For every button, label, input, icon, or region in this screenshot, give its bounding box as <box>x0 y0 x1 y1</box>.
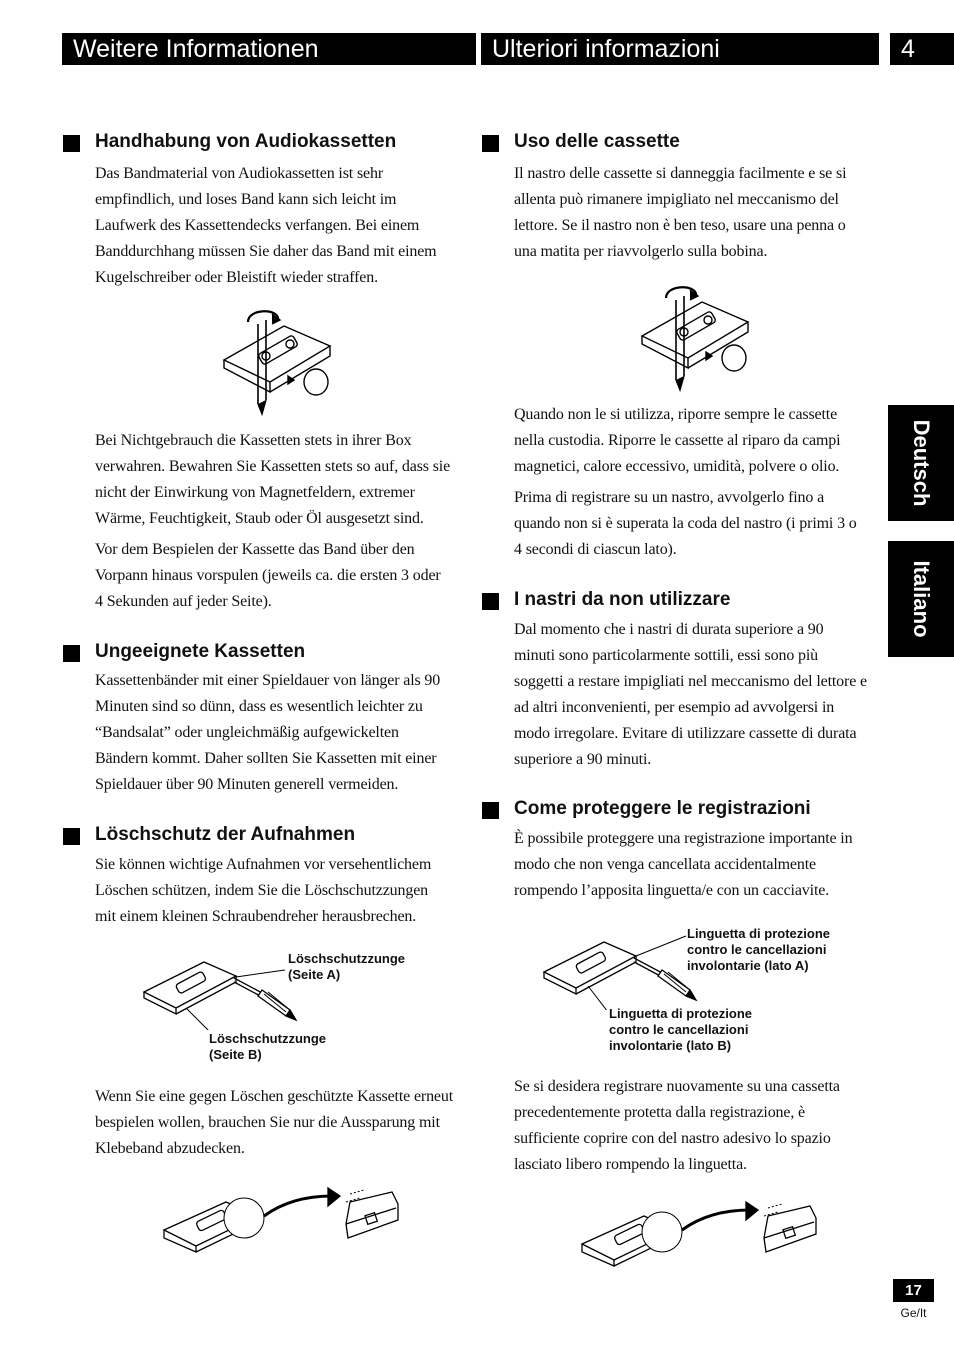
text-line: Kassettenbänder mit einer Spieldauer von länger als 90 <box>95 672 441 689</box>
text-line: magnetici, calore eccessivo, umidità, polvere o olio. <box>514 458 840 475</box>
text-line: Sie können wichtige Aufnahmen vor versehentlichem <box>95 856 432 873</box>
text-line: nicht der Einwirkung von Magnetfeldern, extremer <box>95 484 415 501</box>
cassette-tape-cover-icon <box>578 1194 818 1276</box>
section-title-loeschschutz: Löschschutz der Aufnahmen <box>95 824 356 845</box>
text-line: Das Bandmaterial von Audiokassetten ist sehr <box>95 165 384 182</box>
caption-lato-b <box>609 1006 752 1054</box>
cassette-tape-cover-icon <box>160 1180 400 1262</box>
cassette-pencil-rewind-icon <box>218 304 338 416</box>
caption-lato-a <box>687 926 830 974</box>
text-line: Vor dem Bespielen der Kassette das Band über den <box>95 541 415 558</box>
cassette-screwdriver-tab-icon <box>540 920 710 1010</box>
text-line: È possibile proteggere una registrazione importante in <box>514 830 853 847</box>
section-marker <box>482 135 499 152</box>
page-number: 17 <box>893 1279 934 1302</box>
tab-italiano: Italiano <box>888 541 954 657</box>
header-title-de: Weitere Informationen <box>62 33 476 65</box>
text-line: 4 Sekunden auf jeder Seite). <box>95 593 272 610</box>
paragraph <box>95 428 450 532</box>
text-line: ad altri inconvenienti, per esempio ad avvolgersi in <box>514 699 835 716</box>
text-line: mit einem kleinen Schraubendreher herausbrechen. <box>95 908 417 925</box>
text-line: una matita per riavvolgerlo sulla bobina. <box>514 243 768 260</box>
text-line: Löschschutzzunge <box>288 951 406 966</box>
text-line: contro le cancellazioni <box>687 942 827 957</box>
text-line: Quando non le si utilizza, riporre sempre le cassette <box>514 406 838 423</box>
text-line: Spieldauer über 90 Minuten generell vermeiden. <box>95 776 399 793</box>
text-line: involontarie (lato B) <box>609 1038 732 1053</box>
text-line: (Seite A) <box>288 967 341 982</box>
text-line: verwahren. Bewahren Sie Kassetten stets so auf, dass sie <box>95 458 451 475</box>
section-marker <box>63 645 80 662</box>
section-title-ungeeignete: Ungeeignete Kassetten <box>95 641 306 662</box>
text-line: bespielen wollen, brauchen Sie nur die Aussparung mit <box>95 1114 440 1131</box>
text-line: contro le cancellazioni <box>609 1022 749 1037</box>
text-line: involontarie (lato A) <box>687 958 809 973</box>
cassette-screwdriver-tab-icon <box>140 940 310 1030</box>
paragraph <box>95 668 440 798</box>
paragraph <box>514 161 846 265</box>
paragraph <box>514 402 840 480</box>
text-line: Il nastro delle cassette si danneggia facilmente e se si <box>514 165 847 182</box>
text-line: Minuten sind so dünn, dass es wesentlich leichter zu <box>95 698 423 715</box>
text-line: Dal momento che i nastri di durata superiore a 90 <box>514 621 824 638</box>
paragraph <box>514 1074 840 1178</box>
text-line: superiore a 90 minuti. <box>514 751 652 768</box>
text-line: soggetti a restare impigliati nel meccanismo del lettore e <box>514 673 867 690</box>
text-line: empfindlich, und loses Band kann sich leicht im <box>95 191 397 208</box>
paragraph <box>514 485 857 563</box>
caption-seite-a <box>288 951 405 983</box>
text-line: Wenn Sie eine gegen Löschen geschützte Kassette erneut <box>95 1088 454 1105</box>
text-line: Klebeband abzudecken. <box>95 1140 245 1157</box>
text-line: modo che non venga cancellata accidentalmente <box>514 856 816 873</box>
text-line: quando non si è superata la coda del nastro (i primi 3 o <box>514 515 857 532</box>
section-marker <box>482 593 499 610</box>
text-line: Linguetta di protezione <box>609 1006 752 1021</box>
paragraph <box>95 852 431 930</box>
text-line: Prima di registrare su un nastro, avvolgerlo fino a <box>514 489 825 506</box>
text-line: Bändern kommt. Daher sollten Sie Kassetten mit einer <box>95 750 437 767</box>
text-line: minuti sono particolarmente sottili, essi sono più <box>514 647 819 664</box>
caption-seite-b <box>209 1031 326 1063</box>
text-line: Löschen schützen, indem Sie die Löschschutzzungen <box>95 882 428 899</box>
text-line: nella custodia. Riporre le cassette al riparo da campi <box>514 432 841 449</box>
text-line: sufficiente coprire con del nastro adesivo lo spazio <box>514 1130 831 1147</box>
paragraph <box>95 1084 453 1162</box>
text-line: Bei Nichtgebrauch die Kassetten stets in ihrer Box <box>95 432 412 449</box>
paragraph <box>95 537 441 615</box>
text-line: 4 secondi di ciascun lato). <box>514 541 677 558</box>
text-line: precedentemente protetta dalla registrazione, è <box>514 1104 806 1121</box>
chapter-number: 4 <box>890 33 954 65</box>
text-line: lettore. Se il nastro non è ben teso, usare una penna o <box>514 217 846 234</box>
section-marker <box>63 135 80 152</box>
cassette-pencil-rewind-icon <box>636 280 756 392</box>
section-marker <box>482 802 499 819</box>
text-line: modo irregolare. Evitare di utilizzare cassette di durata <box>514 725 857 742</box>
text-line: (Seite B) <box>209 1047 262 1062</box>
paragraph <box>95 161 436 291</box>
section-title-nastri: I nastri da non utilizzare <box>514 589 731 610</box>
tab-deutsch: Deutsch <box>888 405 954 521</box>
text-line: Banddurchhang müssen Sie daher das Band mit einem <box>95 243 437 260</box>
paragraph <box>514 617 867 773</box>
text-line: Linguetta di protezione <box>687 926 830 941</box>
text-line: “Bandsalat” oder ungleichmäßig aufgewickelten <box>95 724 399 741</box>
text-line: lasciato libero rompendo la linguetta. <box>514 1156 747 1173</box>
section-title-proteggere: Come proteggere le registrazioni <box>514 798 811 819</box>
section-title-handhabung: Handhabung von Audiokassetten <box>95 131 397 152</box>
text-line: allenta può rimanere impigliato nel meccanismo del <box>514 191 839 208</box>
section-marker <box>63 828 80 845</box>
text-line: Vorpann hinaus vorspulen (jeweils ca. die ersten 3 oder <box>95 567 441 584</box>
text-line: Se si desidera registrare nuovamente su una cassetta <box>514 1078 840 1095</box>
section-title-uso: Uso delle cassette <box>514 131 680 152</box>
text-line: Laufwerk des Kassettendecks verfangen. Bei einem <box>95 217 420 234</box>
header-title-it: Ulteriori informazioni <box>481 33 879 65</box>
text-line: Kugelschreiber oder Bleistift wieder straffen. <box>95 269 378 286</box>
text-line: rompendo l’apposita linguetta/e con un cacciavite. <box>514 882 830 899</box>
page-language: Ge/It <box>900 1306 927 1320</box>
paragraph <box>514 826 852 904</box>
text-line: Löschschutzzunge <box>209 1031 327 1046</box>
text-line: Wärme, Feuchtigkeit, Staub oder Öl ausgesetzt sind. <box>95 510 424 527</box>
